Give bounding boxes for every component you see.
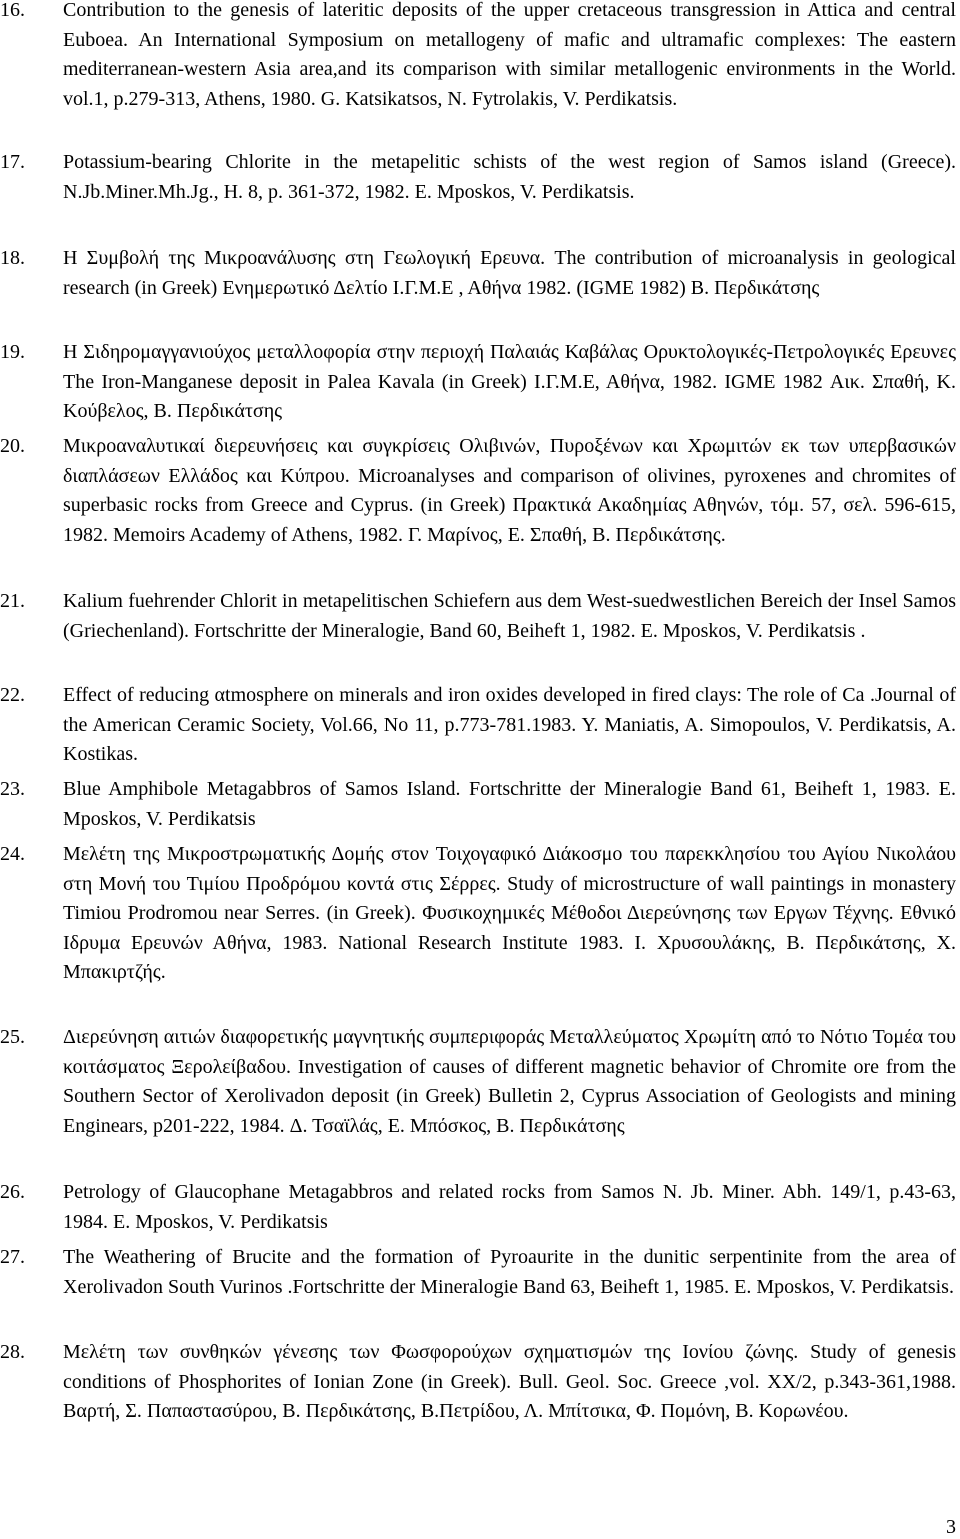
list-item xyxy=(0,0,960,114)
item-text: The Weathering of Brucite and the formation of Pyroaurite in the dunitic serpentinite from the area of Xerolivadon South Vurinos .Fortschritte der Mineralogie Band 63, Beiheft 1, 1985. E. Mposkos, V. Perdikatsis. xyxy=(63,1246,956,1298)
list-item xyxy=(0,244,960,303)
item-number: 16. xyxy=(0,0,25,21)
item-text: Contribution to the genesis of lateritic deposits of the upper cretaceous transgression in Attica and central Euboea. An International Symposium on metallogeny of mafic and ultramafic complexes: The eastern mediterranean-western Asia area,and its comparison with similar metallogenic environments in the World. vol.1, p.279-313, Athens, 1980. G. Katsikatsos, N. Fytrolakis, V. Perdikatsis. xyxy=(63,0,956,110)
list-item xyxy=(0,432,960,550)
item-text: Μικροαναλυτικαί διερευνήσεις και συγκρίσεις Ολιβινών, Πυροξένων και Χρωμιτών εκ των υπερβασικών διαπλάσεων Ελλάδος και Κύπρου. Microanalyses and comparison of olivines, pyroxenes and chromites of superbasic rocks from Greece and Cyprus. (in Greek) Πρακτικά Ακαδημίας Αθηνών, τόμ. 57, σελ. 596-615, 1982. Memoirs Academy of Athens, 1982. Γ. Μαρίνος, Ε. Σπαθή, Β. Περδικάτσης. xyxy=(63,435,956,546)
list-item xyxy=(0,1178,960,1237)
item-text: Potassium-bearing Chlorite in the metapelitic schists of the west region of Samos island (Greece). N.Jb.Miner.Mh.Jg., H. 8, p. 361-372, 1982. E. Mposkos, V. Perdikatsis. xyxy=(63,151,956,203)
item-number: 22. xyxy=(0,684,25,706)
list-item xyxy=(0,148,960,207)
item-text: Η Σιδηρομαγγανιούχος μεταλλοφορία στην περιοχή Παλαιάς Καβάλας Ορυκτολογικές-Πετρολογικές Ερευνες The Iron-Manganese deposit in Palea Kavala (in Greek) Ι.Γ.Μ.Ε, Αθήνα, 1982. IGME 1982 Αικ. Σπαθή, Κ. Κούβελος, Β. Περδικάτσης xyxy=(63,341,956,422)
item-text: Διερεύνηση αιτιών διαφορετικής μαγνητικής συμπεριφοράς Μεταλλεύματος Χρωμίτη από το Νότιο Τομέα του κοιτάσματος Ξερολείβαδου. Investigation of causes of different magnetic behavior of Chromite ore from the Southern Sector of Xerolivadon deposit (in Greek) Bulletin 2, Cyprus Association of Geologists and mining Enginears, p201-222, 1984. Δ. Τσαϊλάς, Ε. Μπόσκος, Β. Περδικάτσης xyxy=(63,1026,956,1137)
list-item xyxy=(0,1023,960,1141)
item-number: 20. xyxy=(0,435,25,457)
list-item xyxy=(0,587,960,646)
item-number: 28. xyxy=(0,1341,25,1363)
item-number: 27. xyxy=(0,1246,25,1268)
item-number: 23. xyxy=(0,778,25,800)
item-number: 25. xyxy=(0,1026,25,1048)
item-text: Effect of reducing αtmosphere on minerals and iron oxides developed in fired clays: The role of Ca .Journal of the American Ceramic Society, Vol.66, No 11, p.773-781.1983. Y. Maniatis, A. Simopoulos, V. Perdikatsis, A. Kostikas. xyxy=(63,684,956,765)
item-text: Blue Amphibole Metagabbros of Samos Island. Fortschritte der Mineralogie Band 61, Beiheft 1, 1983. E. Mposkos, V. Perdikatsis xyxy=(63,778,956,830)
item-number: 21. xyxy=(0,590,25,612)
item-text: Μελέτη των συνθηκών γένεσης των Φωσφορούχων σχηματισμών της Ιονίου ζώνης. Study of genesis conditions of Phosphorites of Ionian Zone (in Greek). Bull. Geol. Soc. Greece ,vol. XX/2, p.343-361,1988. Βαρτή, Σ. Παπαστασύρου, Β. Περδικάτσης, Β.Πετρίδου, Λ. Μπίτσικα, Φ. Πομόνη, Β. Κορωνέου. xyxy=(63,1341,956,1422)
list-item xyxy=(0,775,960,834)
item-number: 19. xyxy=(0,341,25,363)
page-number: 3 xyxy=(946,1516,956,1538)
list-item xyxy=(0,681,960,770)
list-item xyxy=(0,338,960,427)
list-item xyxy=(0,840,960,988)
item-text: Η Συμβολή της Μικροανάλυσης στη Γεωλογική Ερευνα. The contribution of microanalysis in geological research (in Greek) Ενημερωτικό Δελτίο Ι.Γ.Μ.Ε , Αθήνα 1982. (IGME 1982) Β. Περδικάτσης xyxy=(63,247,956,299)
item-number: 24. xyxy=(0,843,25,865)
list-item xyxy=(0,1338,960,1427)
item-text: Petrology of Glaucophane Metagabbros and related rocks from Samos N. Jb. Miner. Abh. 149/1, p.43-63, 1984. E. Mposkos, V. Perdikatsis xyxy=(63,1181,956,1233)
list-item xyxy=(0,1243,960,1302)
item-text: Kalium fuehrender Chlorit in metapelitischen Schiefern aus dem West-suedwestlichen Bereich der Insel Samos (Griechenland). Fortschritte der Mineralogie, Band 60, Beiheft 1, 1982. E. Mposkos, V. Perdikatsis . xyxy=(63,590,956,642)
item-number: 18. xyxy=(0,247,25,269)
item-text: Μελέτη της Μικροστρωματικής Δομής στον Τοιχογαφικό Διάκοσμο του παρεκκλησίου του Αγίου Νικολάου στη Μονή του Τιμίου Προδρόμου κοντά στις Σέρρες. Study of microstructure of wall paintings in monastery Timiou Prodromou near Serres. (in Greek). Φυσικοχημικές Μέθοδοι Διερεύνησης των Εργων Τέχνης. Εθνικό Ιδρυμα Ερευνών Αθήνα, 1983. National Research Institute 1983. Ι. Χρυσουλάκης, Β. Περδικάτσης, Χ. Μπακιρτζής. xyxy=(63,843,956,983)
item-number: 17. xyxy=(0,151,25,173)
item-number: 26. xyxy=(0,1181,25,1203)
